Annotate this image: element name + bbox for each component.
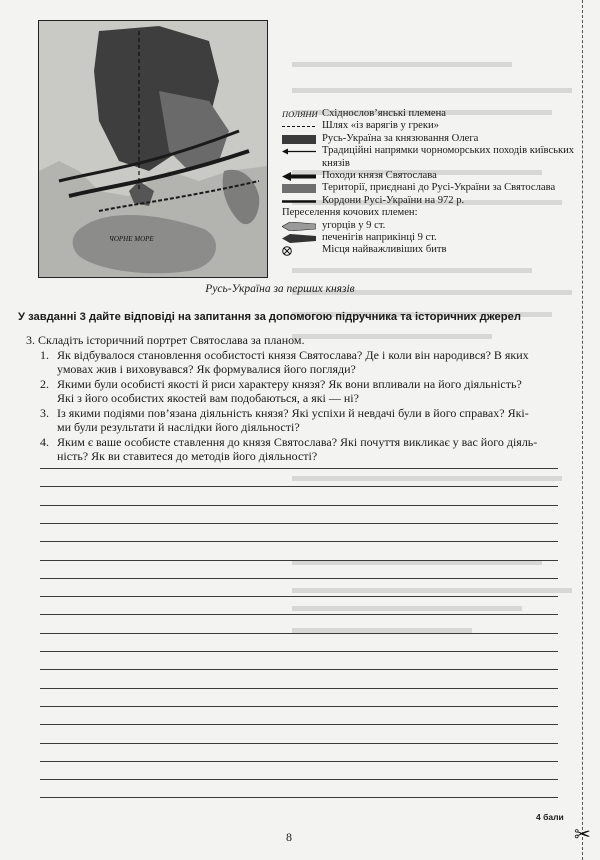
legend-text: Походи князя Святослава [322,170,437,182]
answer-line[interactable] [40,743,558,744]
question-number: 1. [40,348,49,362]
legend-text: Кордони Русі-України на 972 р. [322,194,465,206]
legend-item [282,182,582,194]
answer-line[interactable] [40,523,558,524]
dark-arrow-icon [282,234,316,243]
legend-text: Традиційні напрямки чорноморських походів київських князів [322,145,575,169]
legend-item [282,244,582,256]
answer-line[interactable] [40,706,558,707]
answer-line[interactable] [40,651,558,652]
page-number: 8 [286,830,292,844]
task-block [18,330,574,463]
answer-line[interactable] [40,468,558,469]
answer-line[interactable] [40,596,558,597]
hatch-arrow-icon [282,222,316,231]
legend-item [282,108,582,120]
tribe-label-symbol: ПОЛЯНИ [282,109,318,119]
answer-line[interactable] [40,505,558,506]
section-title: У завданні 3 дайте відповіді на запитання за допомогою підручника та історичних джерел [18,311,521,323]
answer-line[interactable] [40,486,558,487]
question-item [18,377,574,405]
answer-line[interactable] [40,779,558,780]
legend-text: Території, приєднані до Русі-України за Святослава [322,182,556,194]
legend-item [282,232,582,244]
score-label: 4 бали [536,812,564,822]
answer-line[interactable] [40,578,558,579]
question-number: 4. [40,435,49,449]
answer-line[interactable] [40,614,558,615]
answer-line[interactable] [40,761,558,762]
dashed-line-icon [282,122,316,131]
thick-line-icon [282,197,316,206]
legend-text: Місця найважливіших битв [322,244,447,256]
question-line: Яким є ваше особисте ставлення до князя Святослава? Які почуття викликає у вас його діяль- [57,435,538,449]
question-line: умовах жив і виховувався? Як формувалися його погляди? [57,362,356,376]
legend-item [282,195,582,207]
question-number: 2. [40,377,49,391]
legend-item [282,170,582,182]
answer-line[interactable] [40,633,558,634]
legend-text: Шлях «із варягів у греки» [322,120,439,132]
question-line: Із якими подіями пов’язана діяльність князя? Які успіхи й невдачі були в його справах? Які- [57,406,529,420]
question-line: Як відбувалося становлення особистості князя Святослава? Де і коли він народився? В яких [57,348,529,362]
wide-arrow-icon [282,172,316,181]
task-number: 3. [26,333,35,347]
answer-line[interactable] [40,541,558,542]
dark-fill-icon [282,135,316,144]
task-text: Складіть історичний портрет Святослава за планом. [38,333,305,347]
question-line: ність? Як ви ставитеся до методів його діяльності? [57,449,318,463]
historical-map [38,20,268,278]
legend-text: печенігів наприкінці 9 ст. [322,232,437,244]
answer-line[interactable] [40,724,558,725]
task-heading [26,333,574,347]
question-item [18,406,574,434]
question-line: Які з його особистих якостей вам подобаються, а які — ні? [57,391,359,405]
cut-line [582,0,583,860]
answer-line[interactable] [40,688,558,689]
answer-line[interactable] [40,560,558,561]
question-number: 3. [40,406,49,420]
map-legend [282,108,582,257]
mid-fill-icon [282,184,316,193]
legend-text: Русь-Україна за князювання Олега [322,132,479,144]
map-caption: Русь-Україна за перших князів [205,283,355,295]
battle-icon [282,245,316,256]
arrow-left-icon [282,147,316,156]
answer-line[interactable] [40,797,558,798]
legend-item [282,145,582,170]
answer-line[interactable] [40,669,558,670]
legend-text: Східнослов’янські племена [322,108,446,119]
nomads-header: Переселення кочових племен: [282,207,418,219]
legend-item [282,220,582,232]
sea-label: ЧОРНЕ МОРЕ [109,235,154,243]
question-item [18,348,574,376]
legend-text: угорців у 9 ст. [322,219,386,231]
question-item [18,435,574,463]
question-line: Якими були особисті якості й риси характеру князя? Як вони впливали на його діяльність? [57,377,522,391]
scissors-icon: ✂ [574,822,591,846]
legend-item [282,120,582,132]
legend-item [282,133,582,145]
question-line: ми були результати й наслідки його діяльності? [57,420,300,434]
